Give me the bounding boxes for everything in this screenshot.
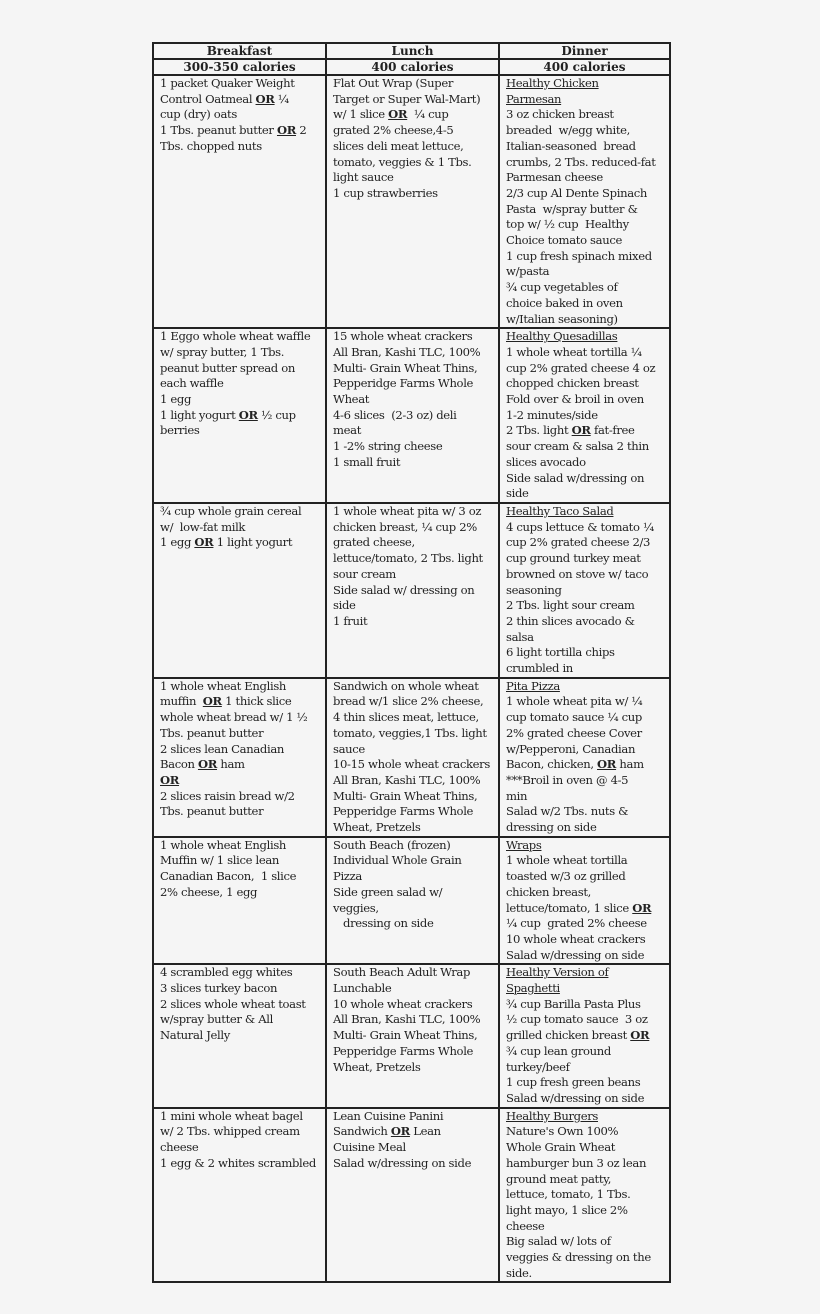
or-emphasis: OR: [202, 694, 222, 709]
dinner-item: slices avocado: [506, 454, 586, 469]
dinner-item: cup 2% grated cheese 2/3: [506, 535, 651, 550]
or-emphasis: OR: [630, 1028, 650, 1043]
lunch-item: meat: [333, 423, 362, 438]
dinner-item: Pasta w/spray butter &: [506, 201, 638, 216]
meal-row-3: [153, 503, 670, 678]
dinner-item: min: [506, 788, 528, 803]
lunch-item: Flat Out Wrap (Super: [333, 76, 454, 90]
dinner-item: Side salad w/dressing on: [506, 470, 645, 485]
breakfast-item: 4 scrambled egg whites: [160, 965, 293, 980]
lunch-item: veggies,: [333, 900, 379, 915]
breakfast-item: 2% cheese, 1 egg: [160, 884, 258, 899]
lunch-item: Pepperidge Farms Whole: [333, 1043, 474, 1058]
lunch-item: sour cream: [333, 566, 396, 581]
lunch-item: Side green salad w/: [333, 884, 443, 899]
breakfast-item: Tbs. peanut butter: [160, 804, 264, 819]
lunch-item: Pepperidge Farms Whole: [333, 804, 474, 819]
dinner-item: top w/ ½ cup Healthy: [506, 217, 629, 232]
breakfast-item: berries: [160, 423, 200, 438]
lunch-item: chicken breast, ¼ cup 2%: [333, 519, 477, 534]
header-row: [153, 43, 670, 59]
dinner-cell: [499, 964, 670, 1107]
lunch-item: Multi- Grain Wheat Thins,: [333, 788, 478, 803]
dinner-item: w/Italian seasoning): [506, 311, 618, 326]
lunch-item: dressing on side: [333, 916, 434, 931]
dinner-cell: [499, 503, 670, 678]
dinner-item: ¾ cup vegetables of: [506, 280, 618, 295]
lunch-item: 4 thin slices meat, lettuce,: [333, 710, 479, 725]
dinner-item: dressing on side: [506, 820, 597, 835]
lunch-item: 10-15 whole wheat crackers: [333, 757, 490, 772]
breakfast-item: 1 Eggo whole wheat waffle: [160, 329, 311, 344]
meal-row-2: [153, 328, 670, 503]
dinner-recipe-title: Spaghetti: [506, 981, 560, 996]
breakfast-cell: [153, 75, 326, 328]
dinner-item: breaded w/egg white,: [506, 123, 630, 138]
calories-row: [153, 59, 670, 75]
dinner-item: lettuce/tomato, 1 slice OR: [506, 900, 652, 915]
dinner-item: chicken breast,: [506, 884, 591, 899]
lunch-item: side: [333, 598, 356, 613]
lunch-item: 15 whole wheat crackers: [333, 329, 473, 344]
dinner-item: seasoning: [506, 582, 562, 597]
breakfast-item: 1 whole wheat English: [160, 837, 287, 852]
lunch-item: Lunchable: [333, 981, 392, 996]
lunch-item: bread w/1 slice 2% cheese,: [333, 694, 484, 709]
meal-row-4: [153, 678, 670, 837]
header-dinner: Dinner: [499, 43, 670, 59]
dinner-recipe-title: Healthy Quesadillas: [506, 329, 618, 344]
lunch-cell: [326, 1108, 499, 1283]
dinner-item: ¾ cup Barilla Pasta Plus: [506, 996, 641, 1011]
or-emphasis: OR: [632, 900, 652, 915]
lunch-item: 1 cup strawberries: [333, 185, 438, 200]
breakfast-item: 1 egg & 2 whites scrambled: [160, 1155, 316, 1170]
dinner-item: Salad w/2 Tbs. nuts &: [506, 804, 629, 819]
dinner-item: Parmesan cheese: [506, 170, 603, 185]
dinner-item: Fold over & broil in oven: [506, 392, 644, 407]
breakfast-item: Natural Jelly: [160, 1028, 230, 1043]
lunch-item: Pepperidge Farms Whole: [333, 376, 474, 391]
dinner-recipe-title: Healthy Burgers: [506, 1108, 599, 1123]
lunch-item: Side salad w/ dressing on: [333, 582, 475, 597]
dinner-item: Salad w/dressing on side: [506, 1091, 645, 1105]
dinner-recipe-title: Healthy Chicken: [506, 76, 599, 90]
or-emphasis: OR: [276, 123, 297, 138]
dinner-item: 6 light tortilla chips: [506, 645, 615, 660]
breakfast-item: Tbs. chopped nuts: [160, 138, 262, 153]
calories-dinner: 400 calories: [499, 59, 670, 75]
dinner-item: chopped chicken breast: [506, 376, 639, 391]
lunch-item: 1 whole wheat pita w/ 3 oz: [333, 503, 482, 518]
header-lunch: Lunch: [326, 43, 499, 59]
lunch-cell: [326, 837, 499, 965]
lunch-item: slices deli meat lettuce,: [333, 138, 464, 153]
dinner-item: cup ground turkey meat: [506, 551, 641, 566]
breakfast-item: 1 mini whole wheat bagel: [160, 1108, 303, 1123]
lunch-item: grated cheese,: [333, 535, 415, 550]
or-emphasis: OR: [160, 772, 180, 787]
breakfast-item: 1 egg OR 1 light yogurt: [160, 535, 293, 550]
meal-row-5: [153, 837, 670, 965]
or-emphasis: OR: [388, 107, 408, 122]
breakfast-item: 1 Tbs. peanut butter OR 2: [160, 123, 307, 138]
lunch-item: Individual Whole Grain: [333, 853, 462, 868]
dinner-item: Bacon, chicken, OR ham: [506, 757, 644, 772]
dinner-item: browned on stove w/ taco: [506, 566, 649, 581]
lunch-item: Sandwich on whole wheat: [333, 678, 479, 693]
breakfast-cell: [153, 328, 326, 503]
dinner-item: cup 2% grated cheese 4 oz: [506, 360, 656, 375]
lunch-item: Multi- Grain Wheat Thins,: [333, 360, 478, 375]
dinner-item: 1 cup fresh spinach mixed: [506, 248, 652, 263]
lunch-item: All Bran, Kashi TLC, 100%: [333, 344, 481, 359]
dinner-item: ½ cup tomato sauce 3 oz: [506, 1012, 648, 1027]
breakfast-cell: [153, 837, 326, 965]
breakfast-item: w/ low-fat milk: [160, 519, 246, 534]
dinner-item: 2% grated cheese Cover: [506, 725, 642, 740]
dinner-item: sour cream & salsa 2 thin: [506, 439, 649, 454]
dinner-item: Salad w/dressing on side: [506, 947, 645, 962]
dinner-cell: [499, 837, 670, 965]
breakfast-item: Muffin w/ 1 slice lean: [160, 853, 280, 868]
breakfast-item: 2 slices raisin bread w/2: [160, 788, 295, 803]
dinner-item: Choice tomato sauce: [506, 233, 622, 248]
breakfast-item: muffin OR 1 thick slice: [160, 694, 292, 709]
dinner-item: ¼ cup grated 2% cheese: [506, 916, 647, 931]
dinner-cell: [499, 75, 670, 328]
breakfast-item: Bacon OR ham: [160, 757, 245, 772]
or-emphasis: OR: [197, 757, 218, 772]
dinner-item: Whole Grain Wheat: [506, 1140, 616, 1155]
breakfast-item: [160, 773, 322, 789]
breakfast-cell: [153, 678, 326, 837]
lunch-item: All Bran, Kashi TLC, 100%: [333, 1012, 481, 1027]
lunch-item: w/ 1 slice OR ¼ cup: [333, 107, 449, 122]
lunch-item: Cuisine Meal: [333, 1140, 406, 1155]
dinner-recipe-title: Healthy Taco Salad: [506, 503, 614, 518]
breakfast-item: w/ 2 Tbs. whipped cream: [160, 1124, 300, 1139]
lunch-item: South Beach (frozen): [333, 837, 451, 852]
breakfast-item: whole wheat bread w/ 1 ½: [160, 710, 308, 725]
lunch-cell: [326, 503, 499, 678]
lunch-item: 1 -2% string cheese: [333, 439, 443, 454]
lunch-cell: [326, 678, 499, 837]
meal-rows: [153, 75, 670, 1282]
or-emphasis: OR: [194, 535, 214, 550]
dinner-item: 3 oz chicken breast: [506, 107, 614, 122]
meal-row-1: [153, 75, 670, 328]
breakfast-item: 2 slices lean Canadian: [160, 741, 285, 756]
or-emphasis: OR: [255, 91, 275, 106]
dinner-item: choice baked in oven: [506, 295, 623, 310]
dinner-cell: [499, 678, 670, 837]
lunch-item: tomato, veggies,1 Tbs. light: [333, 725, 487, 740]
meal-plan-table: [152, 42, 671, 1283]
breakfast-item: cheese: [160, 1140, 199, 1155]
dinner-item: Italian-seasoned bread: [506, 138, 636, 153]
breakfast-cell: [153, 964, 326, 1107]
dinner-item: 2 Tbs. light sour cream: [506, 598, 635, 613]
lunch-item: light sauce: [333, 170, 394, 185]
lunch-item: Lean Cuisine Panini: [333, 1108, 444, 1123]
dinner-item: 1-2 minutes/side: [506, 407, 598, 422]
dinner-item: w/Pepperoni, Canadian: [506, 741, 636, 756]
dinner-item: crumbled in: [506, 661, 573, 676]
lunch-item: 1 small fruit: [333, 454, 401, 469]
dinner-item: 1 whole wheat tortilla: [506, 853, 628, 868]
dinner-item: ground meat patty,: [506, 1171, 612, 1186]
lunch-item: lettuce/tomato, 2 Tbs. light: [333, 551, 483, 566]
lunch-item: Pizza: [333, 869, 362, 884]
lunch-item: grated 2% cheese,4-5: [333, 123, 454, 138]
or-emphasis: OR: [390, 1124, 410, 1139]
dinner-item: lettuce, tomato, 1 Tbs.: [506, 1187, 631, 1202]
or-emphasis: OR: [571, 423, 591, 438]
lunch-item: tomato, veggies & 1 Tbs.: [333, 154, 472, 169]
dinner-item: w/pasta: [506, 264, 550, 279]
meal-row-6: [153, 964, 670, 1107]
breakfast-item: Control Oatmeal OR ¼: [160, 91, 289, 106]
lunch-item: All Bran, Kashi TLC, 100%: [333, 772, 481, 787]
dinner-item: toasted w/3 oz grilled: [506, 869, 626, 884]
lunch-item: 1 fruit: [333, 613, 368, 628]
dinner-item: Big salad w/ lots of: [506, 1234, 611, 1249]
breakfast-item: w/ spray butter, 1 Tbs.: [160, 344, 285, 359]
dinner-item: ***Broil in oven @ 4-5: [506, 772, 629, 787]
breakfast-item: peanut butter spread on: [160, 360, 295, 375]
lunch-item: Wheat, Pretzels: [333, 820, 421, 835]
dinner-item: 2/3 cup Al Dente Spinach: [506, 185, 648, 200]
dinner-item: cheese: [506, 1218, 545, 1233]
dinner-item: light mayo, 1 slice 2%: [506, 1202, 628, 1217]
dinner-item: 2 Tbs. light OR fat-free: [506, 423, 635, 438]
lunch-item: Multi- Grain Wheat Thins,: [333, 1028, 478, 1043]
lunch-item: 4-6 slices (2-3 oz) deli: [333, 407, 457, 422]
breakfast-item: Tbs. peanut butter: [160, 725, 264, 740]
or-emphasis: OR: [238, 407, 258, 422]
breakfast-item: 2 slices whole wheat toast: [160, 996, 306, 1011]
meal-row-7: [153, 1108, 670, 1283]
breakfast-item: 1 egg: [160, 392, 192, 407]
dinner-item: turkey/beef: [506, 1059, 570, 1074]
dinner-recipe-title: Pita Pizza: [506, 678, 560, 693]
lunch-item: Sandwich OR Lean: [333, 1124, 441, 1139]
dinner-item: Nature's Own 100%: [506, 1124, 619, 1139]
dinner-item: side.: [506, 1265, 532, 1280]
dinner-item: hamburger bun 3 oz lean: [506, 1155, 647, 1170]
dinner-item: 2 thin slices avocado &: [506, 613, 635, 628]
breakfast-item: cup (dry) oats: [160, 107, 237, 122]
dinner-item: 4 cups lettuce & tomato ¼: [506, 519, 654, 534]
lunch-cell: [326, 964, 499, 1107]
calories-breakfast: 300-350 calories: [153, 59, 326, 75]
lunch-item: sauce: [333, 741, 365, 756]
lunch-cell: [326, 75, 499, 328]
dinner-item: side: [506, 486, 529, 501]
breakfast-cell: [153, 503, 326, 678]
dinner-item: crumbs, 2 Tbs. reduced-fat: [506, 154, 656, 169]
lunch-item: Wheat: [333, 392, 370, 407]
dinner-item: ¾ cup lean ground: [506, 1043, 611, 1058]
dinner-item: salsa: [506, 629, 534, 644]
lunch-item: Target or Super Wal-Mart): [333, 91, 481, 106]
lunch-item: Salad w/dressing on side: [333, 1155, 472, 1170]
dinner-item: veggies & dressing on the: [506, 1250, 651, 1265]
dinner-cell: [499, 328, 670, 503]
breakfast-item: 1 packet Quaker Weight: [160, 76, 295, 90]
header-breakfast: Breakfast: [153, 43, 326, 59]
breakfast-item: Canadian Bacon, 1 slice: [160, 869, 297, 884]
breakfast-item: 3 slices turkey bacon: [160, 981, 278, 996]
dinner-recipe-title: Healthy Version of: [506, 965, 609, 980]
lunch-item: 10 whole wheat crackers: [333, 996, 473, 1011]
breakfast-item: ¾ cup whole grain cereal: [160, 503, 302, 518]
dinner-recipe-title: Parmesan: [506, 91, 562, 106]
dinner-item: cup tomato sauce ¼ cup: [506, 710, 642, 725]
dinner-item: 1 whole wheat pita w/ ¼: [506, 694, 643, 709]
lunch-item: Wheat, Pretzels: [333, 1059, 421, 1074]
dinner-recipe-title: Wraps: [506, 837, 542, 852]
dinner-item: 1 cup fresh green beans: [506, 1075, 641, 1090]
breakfast-item: 1 light yogurt OR ½ cup: [160, 407, 296, 422]
dinner-item: grilled chicken breast OR: [506, 1028, 650, 1043]
dinner-item: 10 whole wheat crackers: [506, 931, 646, 946]
breakfast-item: each waffle: [160, 376, 224, 391]
breakfast-item: w/spray butter & All: [160, 1012, 273, 1027]
calories-lunch: 400 calories: [326, 59, 499, 75]
dinner-cell: [499, 1108, 670, 1283]
breakfast-cell: [153, 1108, 326, 1283]
lunch-cell: [326, 328, 499, 503]
lunch-item: South Beach Adult Wrap: [333, 965, 471, 980]
breakfast-item: 1 whole wheat English: [160, 678, 287, 693]
or-emphasis: OR: [597, 757, 617, 772]
dinner-item: 1 whole wheat tortilla ¼: [506, 344, 642, 359]
